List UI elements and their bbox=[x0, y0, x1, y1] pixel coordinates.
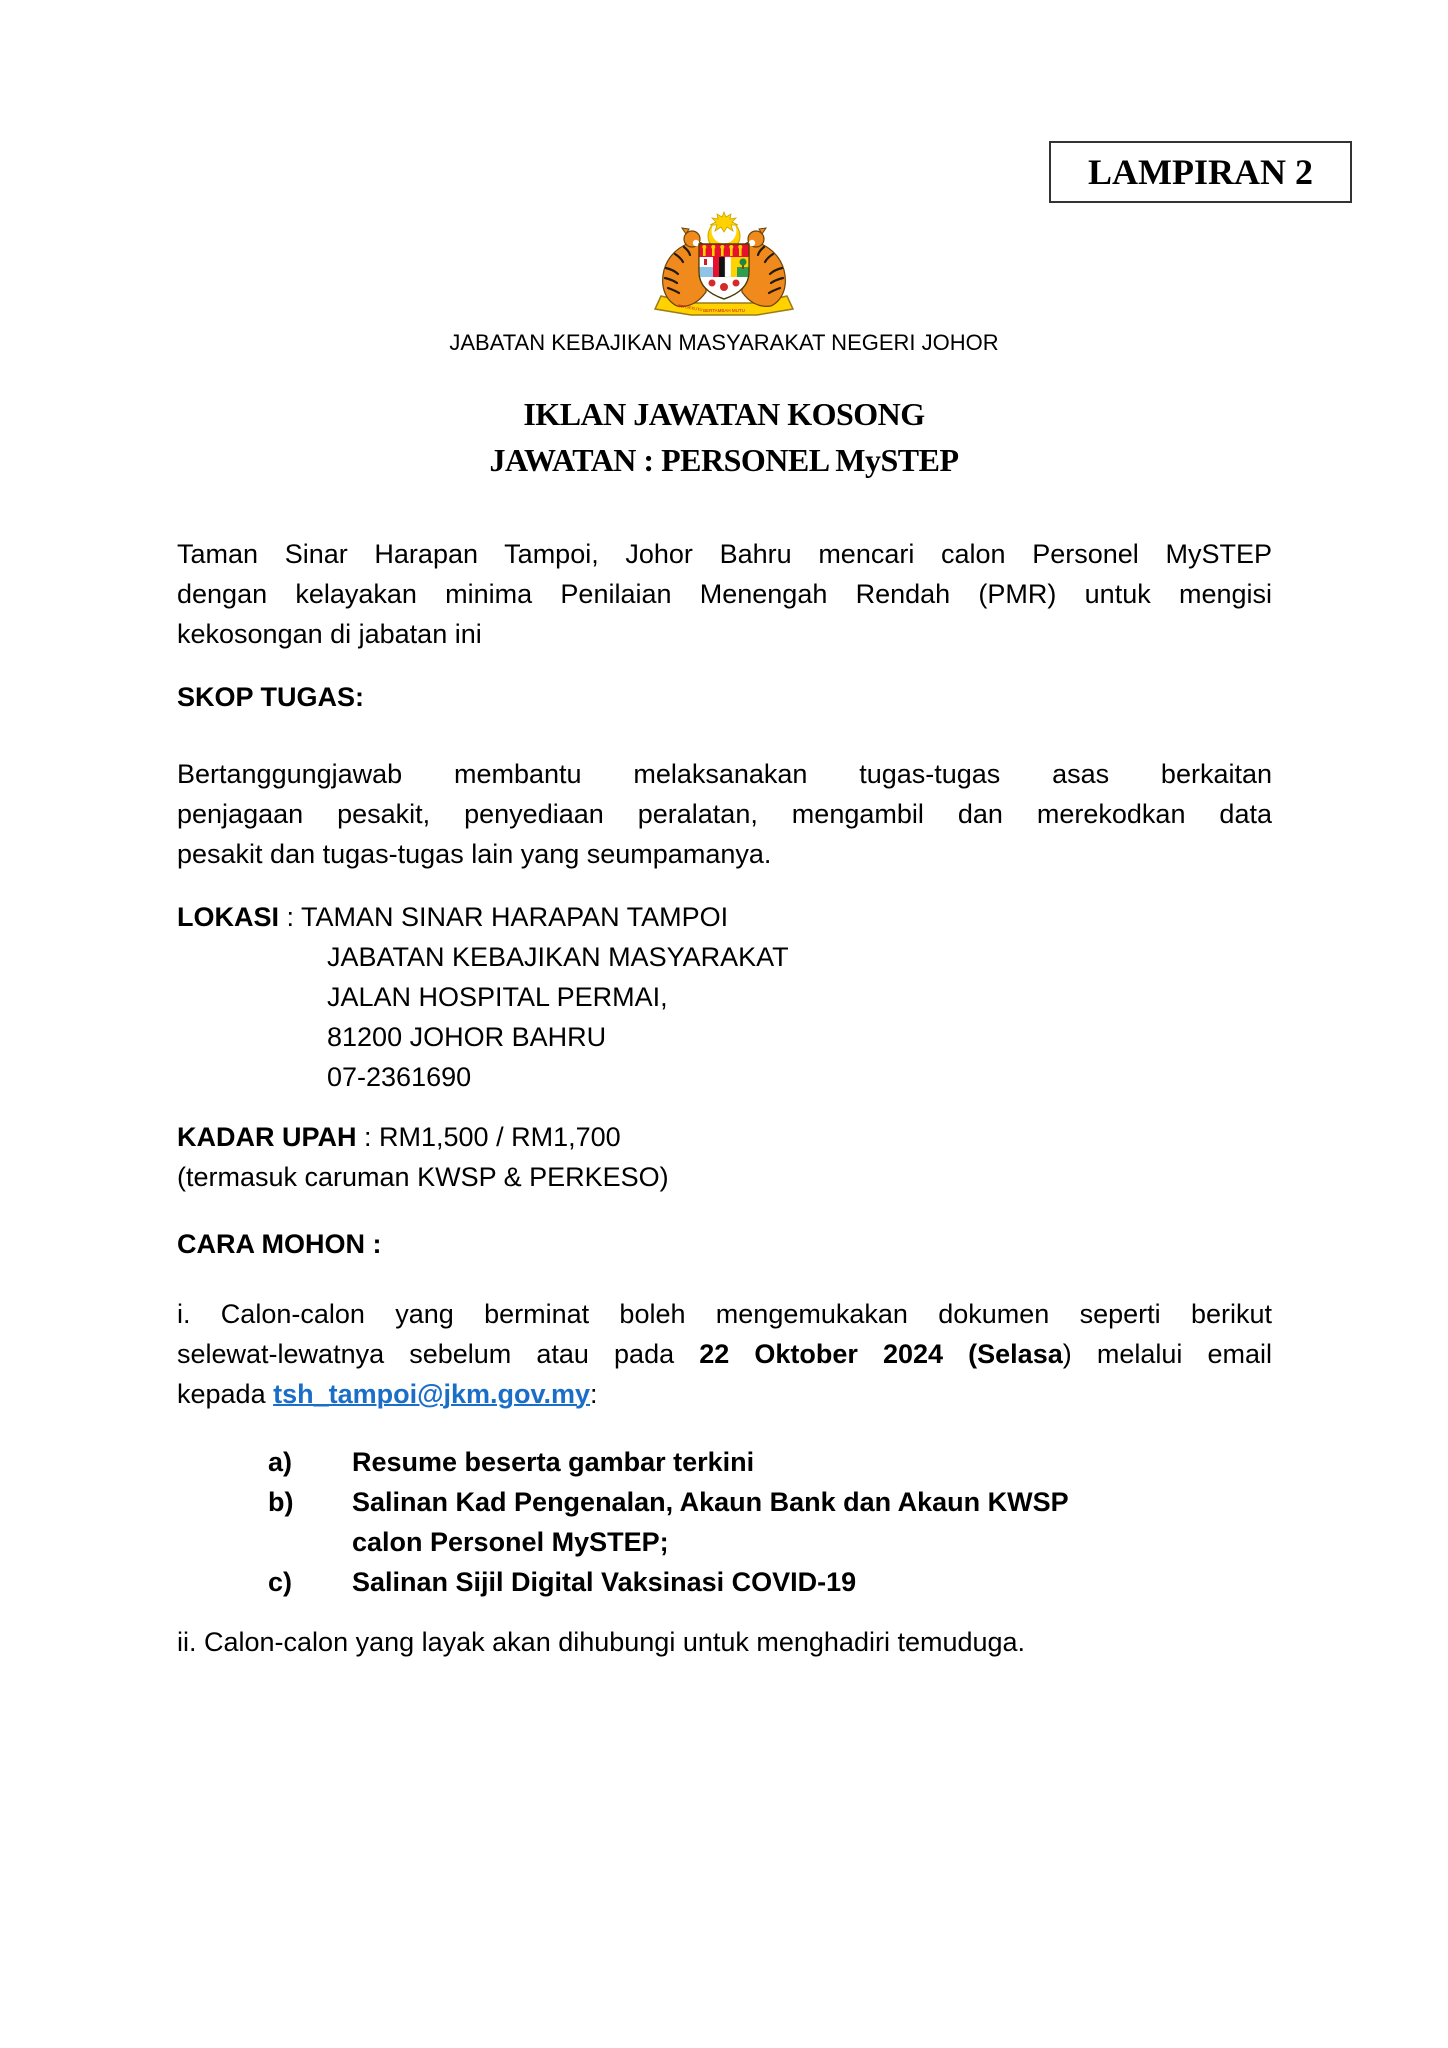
skop-tugas-heading: SKOP TUGAS: bbox=[177, 682, 365, 712]
kadar-upah-block bbox=[177, 1117, 1272, 1197]
lokasi-facility: TAMAN SINAR HARAPAN TAMPOI bbox=[301, 902, 729, 932]
document-list bbox=[177, 1442, 1272, 1602]
deadline-date: 22 Oktober 2024 (Selasa bbox=[699, 1339, 1063, 1369]
intro-paragraph: Taman Sinar Harapan Tampoi, Johor Bahru mencari calon Personel MySTEP dengan kelayakan minima Penilaian Menengah Rendah (PMR) untuk mengisi kekosongan di jabatan ini bbox=[177, 539, 1272, 649]
skop-tugas-paragraph: Bertanggungjawab membantu melaksanakan tugas-tugas asas berkaitan penjagaan pesakit, penyediaan peralatan, mengambil dan merekodkan data pesakit dan tugas-tugas lain yang seumpamanya. bbox=[177, 759, 1272, 869]
lokasi-line4: 81200 JOHOR BAHRU bbox=[327, 1022, 607, 1052]
list-item-a bbox=[177, 1442, 1272, 1482]
doc-title bbox=[0, 391, 1448, 483]
lampiran-label: LAMPIRAN 2 bbox=[1088, 152, 1313, 192]
list-item-text: calon Personel MySTEP; bbox=[352, 1527, 669, 1557]
list-item-b bbox=[177, 1482, 1272, 1562]
cara-mohon-heading: CARA MOHON : bbox=[177, 1229, 382, 1259]
email-link[interactable]: tsh_tampoi@jkm.gov.my bbox=[273, 1379, 590, 1409]
list-item-text: Salinan Sijil Digital Vaksinasi COVID-19 bbox=[352, 1567, 857, 1597]
item-i-paragraph: i. Calon-calon yang berminat boleh mengemukakan dokumen seperti berikut selewat-lewatnya sebelum atau pada 22 Oktober 2024 (Selasa) melalui email kepada tsh_tampoi@jkm.gov.my: bbox=[177, 1299, 1272, 1409]
item-ii-text: ii. Calon-calon yang layak akan dihubungi untuk menghadiri temuduga. bbox=[177, 1627, 1026, 1657]
list-item-c bbox=[177, 1562, 1272, 1602]
lampiran-box bbox=[1049, 141, 1352, 203]
lokasi-line1: LOKASI : TAMAN SINAR HARAPAN TAMPOI bbox=[177, 902, 729, 932]
lokasi-line3: JALAN HOSPITAL PERMAI, bbox=[327, 982, 668, 1012]
doc-title-line1: IKLAN JAWATAN KOSONG bbox=[523, 396, 925, 432]
lokasi-block bbox=[177, 897, 1272, 1097]
lokasi-phone: 07-2361690 bbox=[327, 1062, 472, 1092]
list-item-text: Salinan Kad Pengenalan, Akaun Bank dan Akaun KWSP bbox=[352, 1487, 1069, 1517]
doc-title-line2: JAWATAN : PERSONEL MySTEP bbox=[489, 442, 959, 478]
lokasi-label: LOKASI bbox=[177, 902, 280, 932]
coat-of-arms-icon bbox=[651, 210, 797, 316]
kadar-upah-note: (termasuk caruman KWSP & PERKESO) bbox=[177, 1162, 669, 1192]
list-marker: c) bbox=[268, 1567, 293, 1597]
list-item-text: Resume beserta gambar terkini bbox=[352, 1447, 755, 1477]
motto-center: BERTAMBAH MUTU bbox=[703, 308, 745, 313]
list-marker: b) bbox=[268, 1487, 294, 1517]
kadar-upah-value: RM1,500 / RM1,700 bbox=[379, 1122, 621, 1152]
lokasi-line2: JABATAN KEBAJIKAN MASYARAKAT bbox=[327, 942, 789, 972]
malaysia-coat-of-arms-logo bbox=[651, 210, 797, 316]
motto-left: BERSEKUTU bbox=[677, 303, 703, 313]
list-marker: a) bbox=[268, 1447, 293, 1477]
kadar-upah-label: KADAR UPAH bbox=[177, 1122, 357, 1152]
kadar-upah-line: KADAR UPAH : RM1,500 / RM1,700 bbox=[177, 1122, 621, 1152]
org-name: JABATAN KEBAJIKAN MASYARAKAT NEGERI JOHOR bbox=[449, 330, 999, 355]
